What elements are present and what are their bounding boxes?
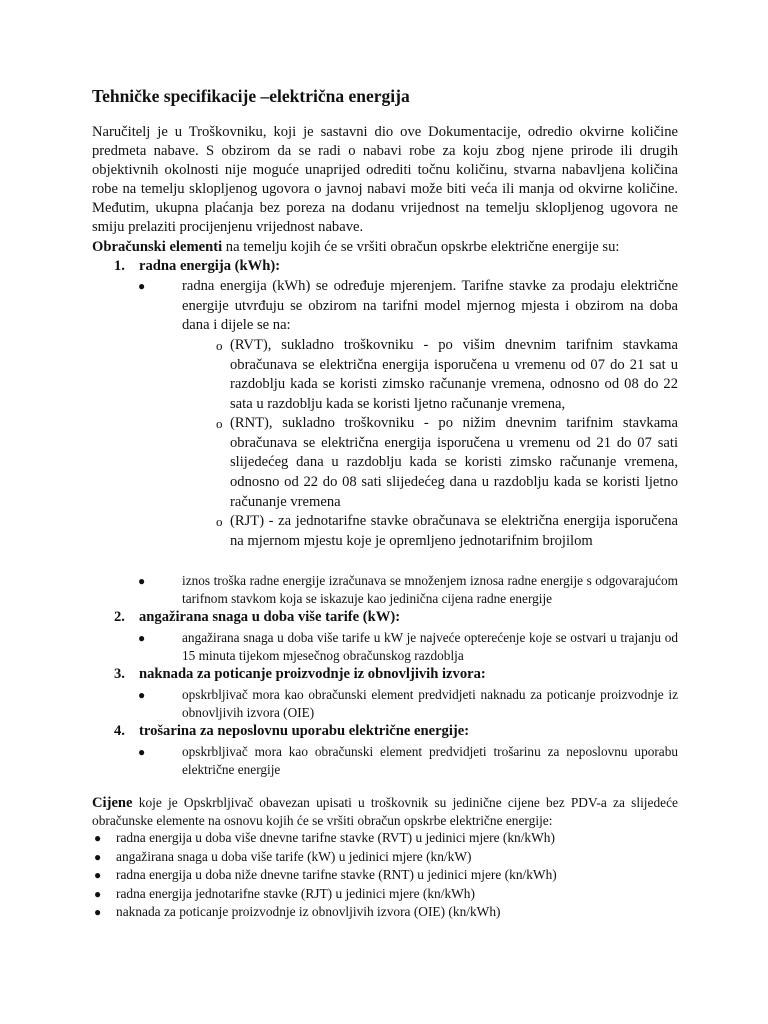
bullet-icon: ● — [94, 831, 102, 845]
item-heading-3: 3. naknada za poticanje proizvodnje iz obnovljivih izvora: — [114, 666, 486, 682]
item-heading-1: 1. radna energija (kWh): — [114, 258, 281, 274]
circle-bullet-icon: o — [216, 416, 223, 431]
circle-bullet-icon: o — [216, 514, 223, 529]
item-heading-2: 2. angažirana snaga u doba više tarife (kW): — [114, 609, 401, 625]
bullet-icon: ● — [94, 886, 102, 901]
sub-item-rnt: o (RNT), sukladno troškovniku - po nižim dnevnim tarifnim stavkama obračunava se električna energija isporučena u vremenu od 21 do 07 sati slijedećeg dana u razdoblju kada se koristi zimsko računanje vremena, odnosno od 22 do 08 sati slijedećeg dana u razdoblju kada se koristi ljetno računanje vremena — [216, 415, 678, 510]
list-item: ● angažirana snaga u doba više tarife (kW) u jedinici mjere (kn/kW) — [92, 848, 678, 867]
sub-item-rvt: o (RVT), sukladno troškovniku - po višim dnevnim tarifnim stavkama obračunava se električna energija isporučena u vremenu od 07 do 21 sat u razdoblju kada se koristi zimsko računanje vremena, odnosno od 08 do 22 sata u razdoblju kada se koristi ljetno računanje vremena, — [216, 337, 678, 413]
elements-lead — [92, 238, 619, 257]
item3-bullet: ● opskrbljivač mora kao obračunski element predvidjeti naknadu za poticanje proizvodnje iz obnovljivih izvora (OIE) — [138, 687, 678, 720]
bullet-icon: ● — [94, 849, 102, 864]
prices-list — [92, 829, 678, 922]
page-title: Tehničke specifikacije –električna energija — [92, 86, 410, 106]
item1-bullet-1: ● radna energija (kWh) se određuje mjerenjem. Tarifne stavke za prodaju električne energije utvrđuju se obzirom na tarifni model mjernog mjesta i obzirom na doba dana i dijele se na: — [138, 278, 678, 333]
sub-item-rjt: o (RJT) - za jednotarifne stavke obračunava se električna energija isporučena na mjernom mjestu koje je opremljeno jednotarifnim brojilom — [216, 513, 678, 549]
prices-rest: koje je Opskrbljivač obavezan upisati u troškovnik su jedinične cijene bez PDV-a za slijedeće obračunske elemente na osnovu kojih će se vršiti obračun opskrbe električne energije: — [92, 795, 678, 828]
bullet-icon: ● — [138, 279, 146, 293]
list-item: ● radna energija u doba više dnevne tarifne stavke (RVT) u jedinici mjere (kn/kWh) — [92, 829, 678, 848]
item1-bullet-2: ● iznos troška radne energije izračunava se množenjem iznosa radne energije s odgovarajućom tarifnom stavkom koja se iskazuje kao jedinična cijena radne energije — [138, 573, 678, 606]
bullet-icon: ● — [138, 745, 146, 759]
list-item: ● radna energija jednotarifne stavke (RJT) u jedinici mjere (kn/kWh) — [92, 885, 678, 904]
circle-bullet-icon: o — [216, 338, 223, 353]
bullet-icon: ● — [138, 688, 146, 702]
item-heading-4: 4. trošarina za neposlovnu uporabu električne energije: — [114, 723, 470, 739]
elements-lead-bold: Obračunski elementi — [92, 239, 223, 255]
elements-lead-rest: na temelju kojih će se vršiti obračun opskrbe električne energije su: — [222, 239, 620, 255]
list-item: ● naknada za poticanje proizvodnje iz obnovljivih izvora (OIE) (kn/kWh) — [92, 903, 678, 922]
item4-bullet: ● opskrbljivač mora kao obračunski element predvidjeti trošarinu za neposlovnu uporabu električne energije — [138, 744, 678, 777]
list-item: ● radna energija u doba niže dnevne tarifne stavke (RNT) u jedinici mjere (kn/kWh) — [92, 866, 678, 885]
bullet-icon: ● — [94, 905, 102, 919]
intro-paragraph: Naručitelj je u Troškovniku, koji je sastavni dio ove Dokumentacije, odredio okvirne količine predmeta nabave. S obzirom da se radi o nabavi robe za koju zbog njene prirode ili drugih objektivnih okolnosti nije moguće unaprijed odrediti točnu količinu, stvarna nabavljena količina robe na temelju sklopljenog ugovora o javnoj nabavi može biti veća ili manja od okvirne količine. Međutim, ukupna plaćanja bez poreza na dodanu vrijednost na temelju sklopljenog ugovora ne smiju prelaziti procijenjenu vrijednost nabave. — [92, 124, 678, 235]
prices-bold: Cijene — [92, 795, 133, 811]
item2-bullet: ● angažirana snaga u doba više tarife u kW je najveće opterećenje koje se ostvari u trajanju od 15 minuta tijekom mjesečnog obračunskog razdoblja — [138, 630, 678, 663]
bullet-icon: ● — [138, 574, 146, 588]
bullet-icon: ● — [138, 631, 146, 645]
bullet-icon: ● — [94, 868, 102, 882]
prices-paragraph — [92, 794, 678, 830]
